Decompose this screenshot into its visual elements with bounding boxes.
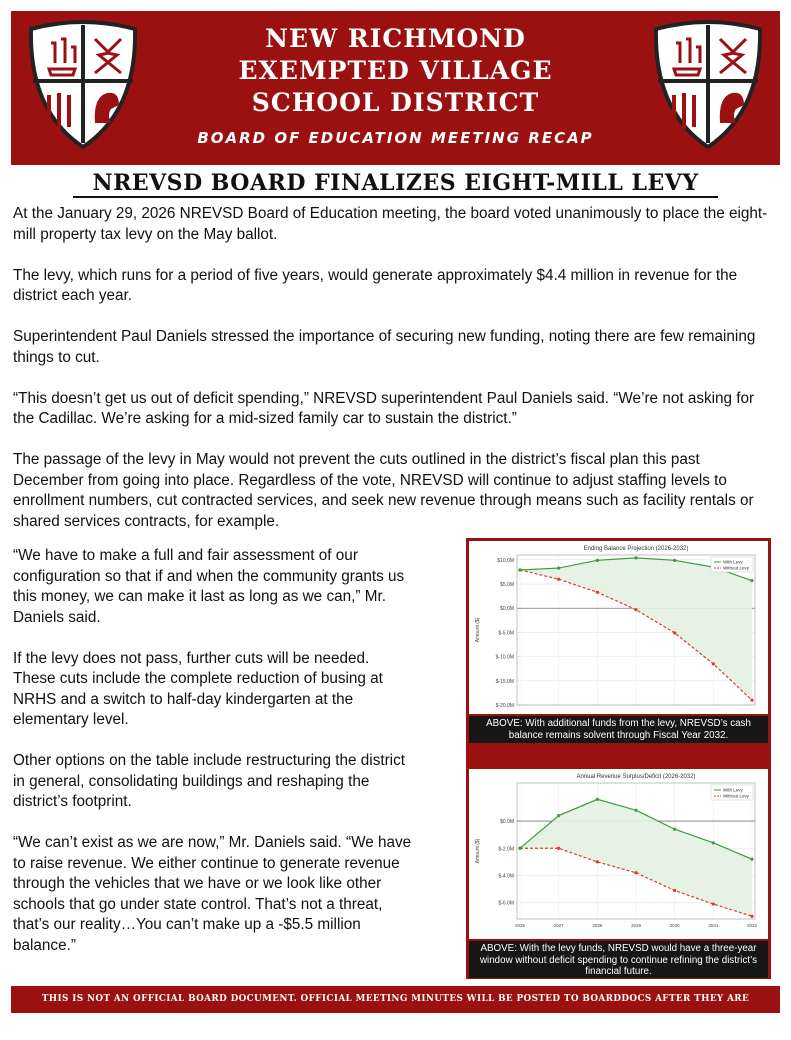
data-point-with-levy — [557, 814, 560, 817]
chart-revenue-surplus-svg — [469, 769, 768, 939]
district-name-line: EXEMPTED VILLAGE — [238, 56, 553, 85]
data-point-without-levy — [596, 860, 599, 863]
chart-ending-balance — [469, 541, 768, 714]
district-name-line: SCHOOL DISTRICT — [251, 88, 540, 117]
y-tick-label: $-20.0M — [495, 703, 514, 709]
x-tick-label: 2026 — [514, 923, 526, 928]
chart-ending-balance-svg — [469, 541, 768, 714]
article-headline: NREVSD BOARD FINALIZES EIGHT-MILL LEVY — [92, 170, 699, 196]
data-point-with-levy — [634, 556, 637, 559]
data-point-with-levy — [673, 828, 676, 831]
recap-subtitle: BOARD OF EDUCATION MEETING RECAP — [197, 129, 594, 147]
chart-revenue-surplus — [469, 769, 768, 939]
data-point-with-levy — [518, 568, 521, 571]
x-tick-label: 2031 — [708, 923, 719, 928]
school-crest-icon — [652, 19, 764, 151]
data-point-with-levy — [750, 858, 753, 861]
y-tick-label: $-6.0M — [498, 900, 514, 907]
x-tick-label: 2030 — [669, 923, 680, 928]
district-name-line: NEW RICHMOND — [265, 24, 526, 53]
y-tick-label: $-5.0M — [498, 630, 514, 637]
data-point-without-levy — [596, 591, 599, 594]
chart-caption: ABOVE: With additional funds from the levy, NREVSD’s cash balance remains solvent through Fiscal Year 2032. — [469, 716, 768, 743]
paragraph: If the levy does not pass, further cuts will be needed. These cuts include the complete reduction of busing at NRHS and a switch to half-day kindergarten at the elementary level. — [13, 649, 383, 728]
y-tick-label: $-4.0M — [498, 873, 514, 880]
data-point-without-levy — [673, 631, 676, 634]
data-point-with-levy — [673, 559, 676, 562]
legend-label: With Levy — [723, 787, 743, 793]
chart-caption: ABOVE: With the levy funds, NREVSD would have a three-year window without deficit spending to continue refining the district’s financial future. — [469, 941, 768, 978]
article-body-column — [13, 546, 413, 977]
header-banner — [11, 11, 780, 165]
disclaimer-footer: THIS IS NOT AN OFFICIAL BOARD DOCUMENT. OFFICIAL MEETING MINUTES WILL BE POSTED TO BOARDDOCS AFTER THEY ARE APPROVED. — [11, 986, 780, 1013]
paragraph: The levy, which runs for a period of five years, would generate approximately $4.4 million in revenue for the district each year. — [13, 266, 738, 304]
paragraph: “We have to make a full and fair assessment of our configuration so that if and when the community grants us this money, we can make it last as long as we can,” Mr. Daniels said. — [13, 547, 405, 626]
article-body-top — [13, 204, 773, 553]
x-tick-label: 2032 — [746, 923, 758, 928]
data-point-without-levy — [557, 847, 560, 850]
data-point-without-levy — [750, 699, 753, 702]
legend-label: Without Levy — [723, 793, 750, 799]
data-point-without-levy — [634, 871, 637, 874]
x-tick-label: 2027 — [553, 923, 564, 928]
y-tick-label: $0.0M — [500, 819, 514, 826]
y-tick-label: $-15.0M — [495, 678, 514, 685]
y-tick-label: $10.0M — [497, 557, 514, 564]
paragraph: “This doesn’t get us out of deficit spending,” NREVSD superintendent Paul Daniels said. “We’re not asking for the Cadillac. We’re asking for a mid-sized family car to sustain the district.” — [13, 389, 755, 427]
paragraph: Other options on the table include restructuring the district in general, consolidating buildings and reshaping the district’s footprint. — [13, 752, 405, 810]
school-crest-icon — [27, 19, 139, 151]
x-tick-label: 2029 — [630, 923, 642, 928]
figure-panel — [466, 538, 771, 979]
data-point-without-levy — [750, 915, 753, 918]
headline-underline — [73, 196, 718, 198]
y-axis-label: Amount ($) — [475, 838, 481, 864]
data-point-with-levy — [596, 798, 599, 801]
y-tick-label: $0.0M — [500, 606, 514, 613]
paragraph: Superintendent Paul Daniels stressed the importance of securing new funding, noting there are few remaining things to cut. — [13, 328, 756, 366]
chart-title: Annual Revenue Surplus/Deficit (2026-2032) — [576, 774, 696, 780]
data-point-with-levy — [712, 841, 715, 844]
legend-label: With Levy — [723, 559, 743, 565]
data-point-with-levy — [596, 559, 599, 562]
data-point-with-levy — [634, 809, 637, 812]
paragraph: At the January 29, 2026 NREVSD Board of Education meeting, the board voted unanimously to place the eight-mill property tax levy on the May ballot. — [13, 205, 768, 243]
data-point-without-levy — [712, 902, 715, 905]
paragraph: “We can’t exist as we are now,” Mr. Daniels said. “We have to raise revenue. We either continue to generate revenue through the vehicles that we have or we look like other schools that go under state control. That’s not a threat, that’s our reality…You can’t make up a -$5.5 million balance.” — [13, 834, 412, 954]
y-tick-label: $-10.0M — [495, 654, 514, 661]
data-point-without-levy — [634, 608, 637, 611]
x-tick-label: 2028 — [592, 923, 603, 928]
data-point-without-levy — [673, 889, 676, 892]
chart-title: Ending Balance Projection (2026-2032) — [583, 546, 689, 552]
y-axis-label: Amount ($) — [475, 617, 481, 643]
data-point-without-levy — [557, 578, 560, 581]
paragraph: The passage of the levy in May would not prevent the cuts outlined in the district’s fiscal plan this past December from going into place. Regardless of the vote, NREVSD will continue to adjust staffing levels to enrollment numbers, cut contracted services, and seek new revenue through means such as facility rentals or shared services contracts, for example. — [13, 451, 754, 530]
y-tick-label: $-2.0M — [498, 846, 514, 853]
data-point-with-levy — [750, 579, 753, 582]
y-tick-label: $5.0M — [500, 582, 514, 589]
data-point-with-levy — [557, 566, 560, 569]
district-name — [141, 23, 650, 119]
data-point-without-levy — [712, 662, 715, 665]
data-point-with-levy — [518, 847, 521, 850]
legend-label: Without Levy — [723, 565, 750, 571]
